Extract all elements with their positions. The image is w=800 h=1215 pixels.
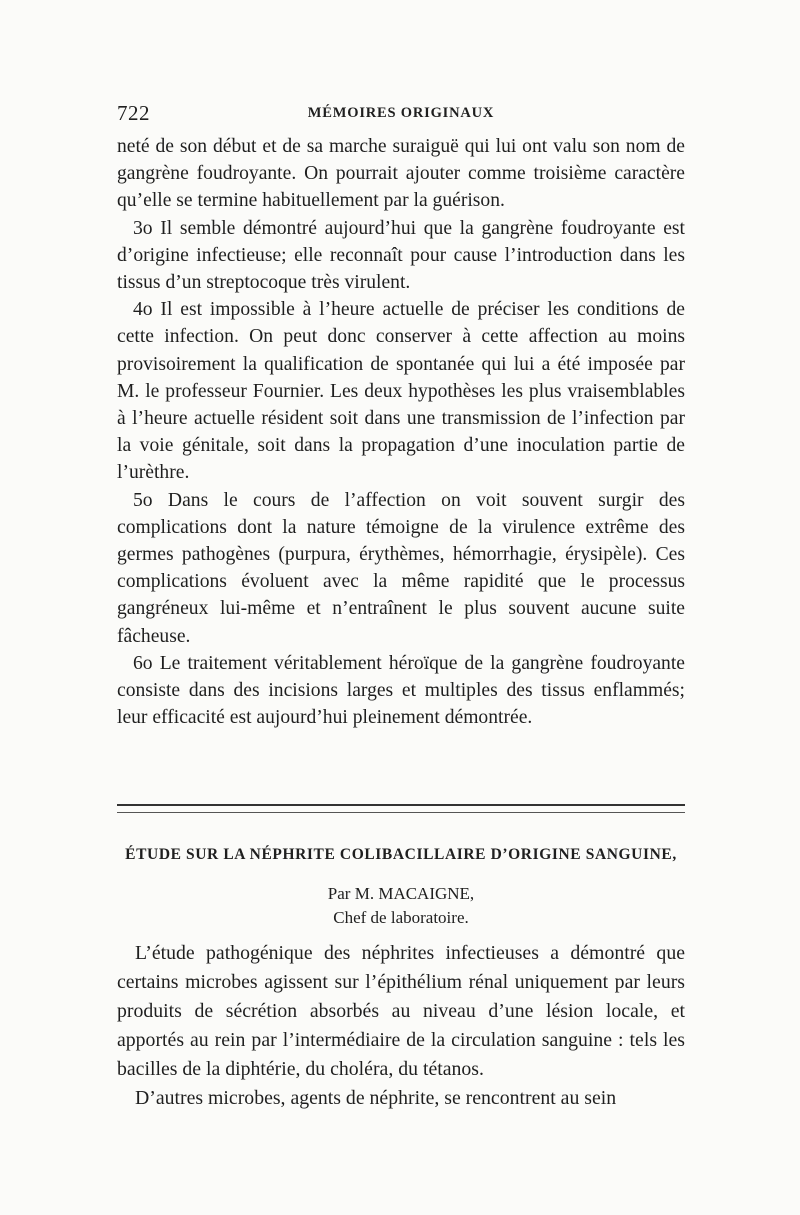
paragraph: 4o Il est impossible à l’heure actuelle de préciser les conditions de cette infection. On peut donc conserver à cette affection au moins provisoirement la qualification de spontanée qui lui a été imposée par M. le professeur Fournier. Les deux hypothèses les plus vraisemblables à l’heure actuelle résident soit dans une transmission de l’infection par la voie génitale, soit dans la propagation d’une inoculation partie de l’urèthre. bbox=[117, 299, 685, 484]
page-number: 722 bbox=[117, 101, 150, 125]
first-article-conclusions bbox=[117, 133, 685, 731]
byline bbox=[117, 882, 685, 930]
author-affiliation: Chef de laboratoire. bbox=[333, 908, 469, 927]
paragraph: 5o Dans le cours de l’affection on voit souvent surgir des complications dont la nature témoigne de la virulence extrême des germes pathogènes (purpura, érythèmes, hémorrhagie, érysipèle). Ces complications évoluent avec la même rapidité que le processus gangréneux lui-même et n’entraînent le plus souvent aucune suite fâcheuse. bbox=[117, 489, 685, 647]
author: Par M. MACAIGNE, bbox=[327, 884, 475, 903]
article-title: ÉTUDE SUR LA NÉPHRITE COLIBACILLAIRE D’ORIGINE SANGUINE, bbox=[125, 846, 677, 863]
paragraph: 3o Il semble démontré aujourd’hui que la gangrène foudroyante est d’origine infectieuse; elle reconnaît pour cause l’introduction dans les tissus d’un streptocoque très virulent. bbox=[117, 217, 685, 294]
running-title: MÉMOIRES ORIGINAUX bbox=[307, 105, 495, 121]
second-article-body bbox=[117, 939, 685, 1113]
paragraph: L’étude pathogénique des néphrites infectieuses a démontré que certains microbes agissent sur l’épithélium rénal uniquement par leurs produits de sécrétion absorbés au niveau d’une lésion locale, et apportés au rein par l’intermédiaire de la circulation sanguine : tels les bacilles de la diphtérie, du choléra, du tétanos. bbox=[117, 942, 685, 1080]
section-divider bbox=[117, 804, 685, 813]
paragraph: D’autres microbes, agents de néphrite, se rencontrent au sein bbox=[135, 1087, 617, 1109]
paragraph: neté de son début et de sa marche suraiguë qui lui ont valu son nom de gangrène foudroyante. On pourrait ajouter comme troisième caractère qu’elle se termine habituellement par la guérison. bbox=[117, 136, 685, 212]
paragraph: 6o Le traitement véritablement héroïque de la gangrène foudroyante consiste dans des incisions larges et multiples des tissus enflammés; leur efficacité est aujourd’hui pleinement démontrée. bbox=[117, 652, 685, 729]
running-header bbox=[117, 101, 685, 125]
